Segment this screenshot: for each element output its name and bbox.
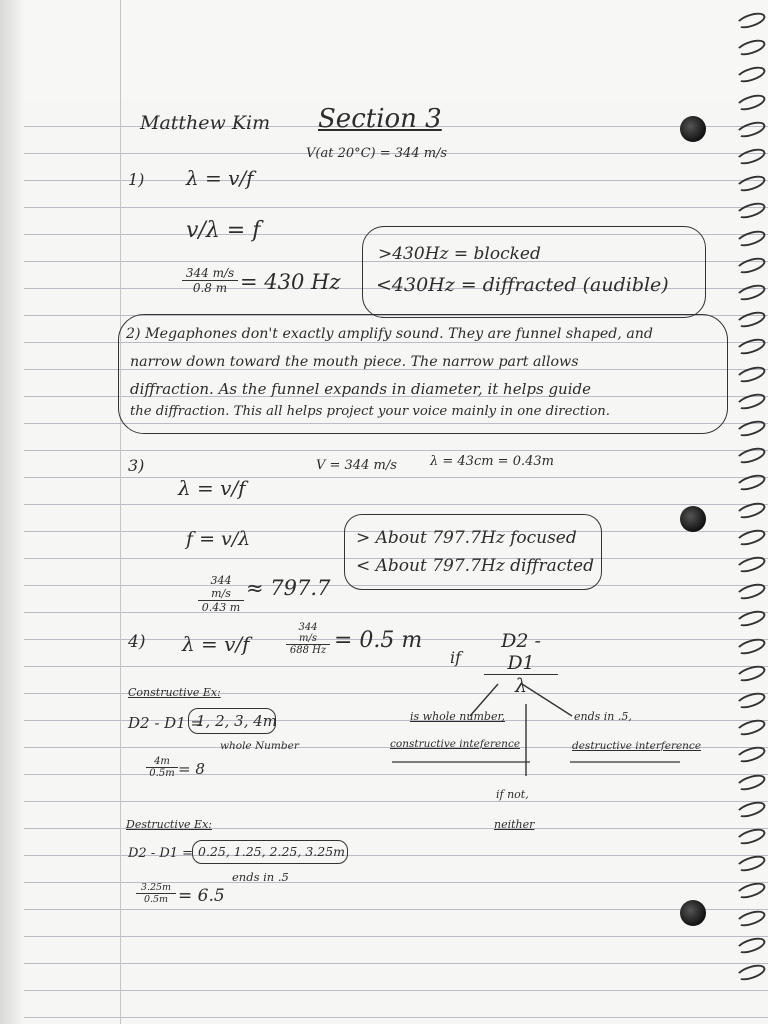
spiral-coil — [735, 336, 768, 358]
spiral-coil — [735, 798, 768, 820]
q4-eq1: λ = v/f — [182, 632, 250, 656]
q4-branch2: ends in .5, — [574, 710, 632, 723]
destructive-values: 0.25, 1.25, 2.25, 3.25m — [198, 844, 346, 859]
q3-answer-box — [344, 514, 602, 590]
student-name: Matthew Kim — [140, 112, 271, 134]
spiral-coil — [735, 907, 768, 929]
q3-box-line2: < About 797.7Hz diffracted — [356, 556, 594, 576]
spiral-coil — [735, 554, 768, 576]
q3-eq1: λ = v/f — [178, 476, 246, 500]
q1-box-line2: <430Hz = diffracted (audible) — [376, 274, 669, 296]
q3-calc-result: ≈ 797.7 — [246, 576, 331, 600]
q1-calc-den: 0.8 m — [192, 281, 228, 295]
constructive-values: 1, 2, 3, 4m — [196, 712, 278, 730]
spiral-coil — [735, 146, 768, 168]
q4-cond-num: D2 - D1 — [484, 630, 558, 675]
c-calc-result: = 8 — [178, 760, 205, 778]
q1-eq1: λ = v/f — [186, 166, 254, 190]
spiral-coil — [735, 309, 768, 331]
q4-branch3: if not, — [496, 788, 529, 801]
page-shadow — [0, 0, 24, 1024]
spiral-coil — [735, 390, 768, 412]
spiral-coil — [735, 282, 768, 304]
margin-line — [120, 0, 121, 1024]
q1-number: 1) — [128, 170, 145, 189]
q3-given-v: V = 344 m/s — [316, 458, 397, 473]
spiral-coil — [735, 826, 768, 848]
spiral-coil — [735, 853, 768, 875]
q4-branch2b: destructive interference — [572, 740, 702, 752]
q2-line3: diffraction. As the funnel expands in diameter, it helps guide — [130, 380, 591, 398]
c-calc-num: 4m — [146, 756, 178, 768]
q4-branch1: is whole number, — [410, 710, 506, 723]
q4-if-label: if — [450, 648, 462, 667]
c-calc-den: 0.5m — [149, 768, 175, 779]
q4-calc-num: 344 m/s — [286, 622, 330, 645]
constructive-fraction — [146, 756, 178, 779]
spiral-coil — [735, 200, 768, 222]
spiral-coil — [735, 254, 768, 276]
spiral-coil — [735, 526, 768, 548]
q4-cond-den: λ — [514, 675, 528, 697]
destructive-label: Destructive Ex: — [126, 818, 212, 831]
spiral-coil — [735, 771, 768, 793]
binder-hole-2 — [680, 506, 706, 532]
q4-branch1b: constructive inteference — [390, 738, 521, 750]
q4-calc-result: = 0.5 m — [334, 628, 423, 653]
spiral-coil — [735, 173, 768, 195]
section-title: Section 3 — [318, 104, 442, 134]
spiral-coil — [735, 363, 768, 385]
binder-hole-3 — [680, 900, 706, 926]
q2-line2: narrow down toward the mouth piece. The narrow part allows — [130, 354, 579, 370]
q3-calc-den: 0.43 m — [201, 601, 241, 614]
spiral-coil — [735, 934, 768, 956]
spiral-coil — [735, 581, 768, 603]
spiral-coil — [735, 880, 768, 902]
q4-calc-den: 688 Hz — [289, 645, 327, 656]
q1-box-line1: >430Hz = blocked — [378, 244, 541, 264]
spiral-coil — [735, 635, 768, 657]
q1-eq2: v/λ = f — [186, 218, 261, 243]
spiral-coil — [735, 499, 768, 521]
destructive-eq: D2 - D1 = — [128, 846, 194, 861]
q3-fraction — [198, 574, 244, 614]
constructive-eq: D2 - D1 = — [128, 714, 204, 732]
speed-of-sound: V(at 20°C) = 344 m/s — [306, 146, 448, 161]
spiral-coil — [735, 744, 768, 766]
q4-branch3b: neither — [494, 818, 535, 831]
c-note: whole Number — [220, 740, 299, 752]
spiral-coil — [735, 91, 768, 113]
spiral-coil — [735, 717, 768, 739]
spiral-binding — [734, 14, 768, 994]
d-calc-num: 3.25m — [136, 882, 176, 894]
q3-box-line1: > About 797.7Hz focused — [356, 528, 577, 548]
q2-line1: 2) Megaphones don't exactly amplify sound. They are funnel shaped, and — [126, 326, 654, 342]
d-calc-den: 0.5m — [143, 894, 169, 905]
spiral-coil — [735, 662, 768, 684]
d-calc-result: = 6.5 — [178, 886, 225, 906]
spiral-coil — [735, 10, 768, 32]
constructive-label: Constructive Ex: — [128, 686, 221, 699]
q3-calc-num: 344 m/s — [198, 574, 244, 601]
q1-calc-num: 344 m/s — [182, 266, 238, 281]
spiral-coil — [735, 608, 768, 630]
d-note: ends in .5 — [232, 870, 289, 884]
q2-line4: the diffraction. This all helps project your voice mainly in one direction. — [130, 404, 610, 419]
binder-hole-1 — [680, 116, 706, 142]
spiral-coil — [735, 472, 768, 494]
q4-number: 4) — [128, 632, 146, 652]
q1-fraction — [182, 266, 238, 295]
spiral-coil — [735, 64, 768, 86]
spiral-coil — [735, 118, 768, 140]
spiral-coil — [735, 445, 768, 467]
q4-fraction — [286, 622, 330, 656]
q1-calc-result: = 430 Hz — [240, 270, 341, 294]
spiral-coil — [735, 418, 768, 440]
q3-eq2: f = v/λ — [186, 528, 251, 550]
spiral-coil — [735, 962, 768, 984]
spiral-coil — [735, 227, 768, 249]
q3-given-lambda: λ = 43cm = 0.43m — [430, 454, 554, 469]
q3-number: 3) — [128, 456, 145, 475]
destructive-fraction — [136, 882, 176, 905]
q1-answer-box — [362, 226, 706, 318]
spiral-coil — [735, 37, 768, 59]
spiral-coil — [735, 690, 768, 712]
